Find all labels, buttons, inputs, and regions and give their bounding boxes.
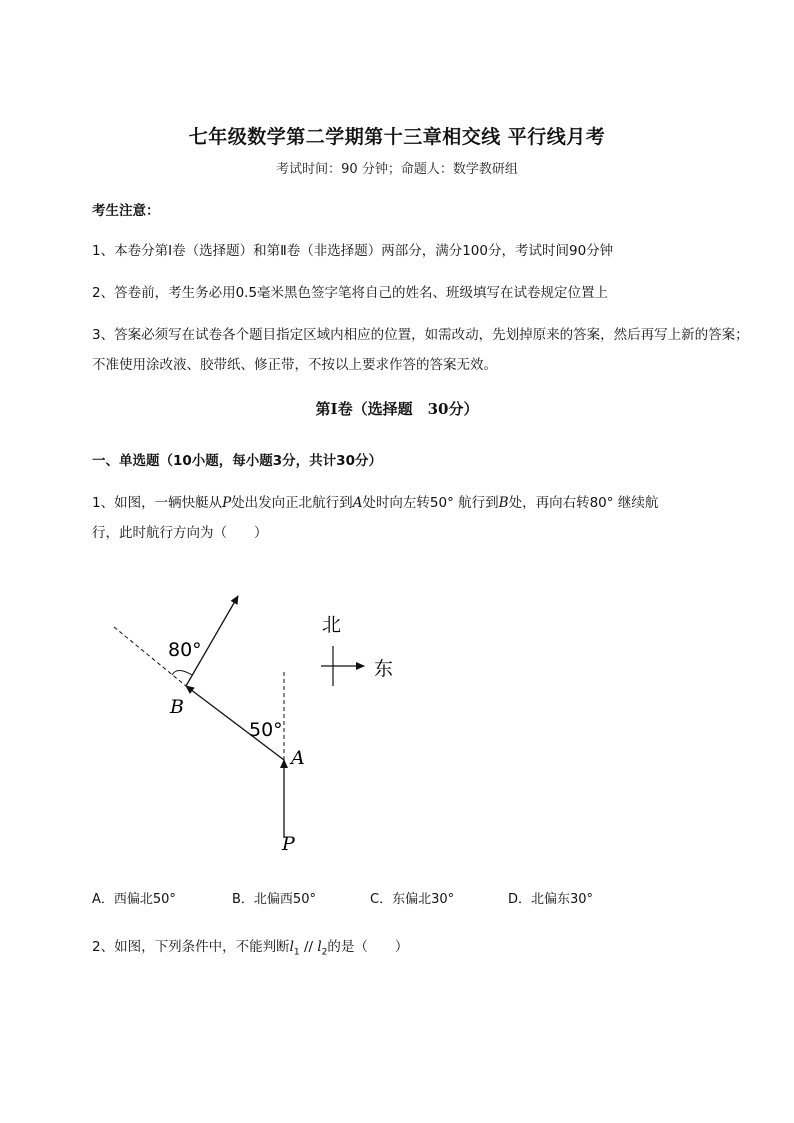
q1-figure	[100, 580, 420, 860]
q1-text-b: 处出发向正北航行到	[231, 495, 353, 511]
point-label-a: A	[291, 747, 305, 769]
q1-text-a: 1、如图，一辆快艇从	[92, 495, 223, 511]
compass-north-label: 北	[322, 614, 342, 636]
notice-item-2: 2、答卷前，考生务必用0.5毫米黑色签字笔将自己的姓名、班级填写在试卷规定位置上	[92, 285, 609, 301]
notice-item-3: 3、答案必须写在试卷各个题目指定区域内相应的位置，如需改动，先划掉原来的答案，然后再写上新的答案；不准使用涂改液、胶带纸、修正带，不按以上要求作答的答案无效。	[92, 327, 749, 373]
q1-var-p: P	[222, 495, 232, 511]
q1-option-d: D．北偏东30°	[508, 892, 594, 907]
q2-var-l1: l	[289, 939, 294, 955]
compass-east-label: 东	[374, 658, 394, 680]
point-label-b: B	[170, 696, 184, 718]
angle-arc-b	[172, 671, 192, 676]
point-label-p: P	[282, 833, 295, 855]
q1-option-c: C．东偏北30°	[370, 892, 455, 907]
question-2	[92, 932, 742, 968]
q2-parallel: //	[299, 939, 318, 955]
q2-text-a: 2、如图，下列条件中，不能判断	[92, 939, 290, 955]
q1-text-d: 处，再向右转80° 继续航	[508, 495, 659, 511]
notice-item-1: 1、本卷分第Ⅰ卷（选择题）和第Ⅱ卷（非选择题）两部分，满分100分，考试时间90分钟	[92, 243, 614, 259]
angle-label-80: 80°	[168, 639, 202, 661]
q1-line-2: 行，此时航行方向为（ ）	[92, 525, 268, 541]
q1-var-b: B	[498, 495, 509, 511]
q1-var-a: A	[352, 495, 363, 511]
q2-text-b: 的是（ ）	[327, 939, 409, 955]
exam-title: 七年级数学第二学期第十三章相交线 平行线月考	[188, 126, 606, 148]
notice-heading: 考生注意：	[92, 203, 160, 219]
q2-sub-2: 2	[321, 947, 328, 958]
exam-subtitle: 考试时间：90 分钟；命题人：数学教研组	[276, 162, 518, 177]
q1-option-a: A．西偏北50°	[92, 892, 176, 907]
q1-option-b: B．北偏西50°	[232, 892, 316, 907]
question-1	[92, 488, 752, 548]
part-heading: 一、单选题（10小题，每小题3分，共计30分）	[92, 453, 382, 469]
q2-sub-1: 1	[293, 947, 300, 958]
angle-label-50: 50°	[249, 719, 283, 741]
q1-text-c: 处时向左转50° 航行到	[362, 495, 499, 511]
section-title: 第Ⅰ卷（选择题 30分）	[315, 400, 479, 418]
q2-var-l2: l	[317, 939, 322, 955]
